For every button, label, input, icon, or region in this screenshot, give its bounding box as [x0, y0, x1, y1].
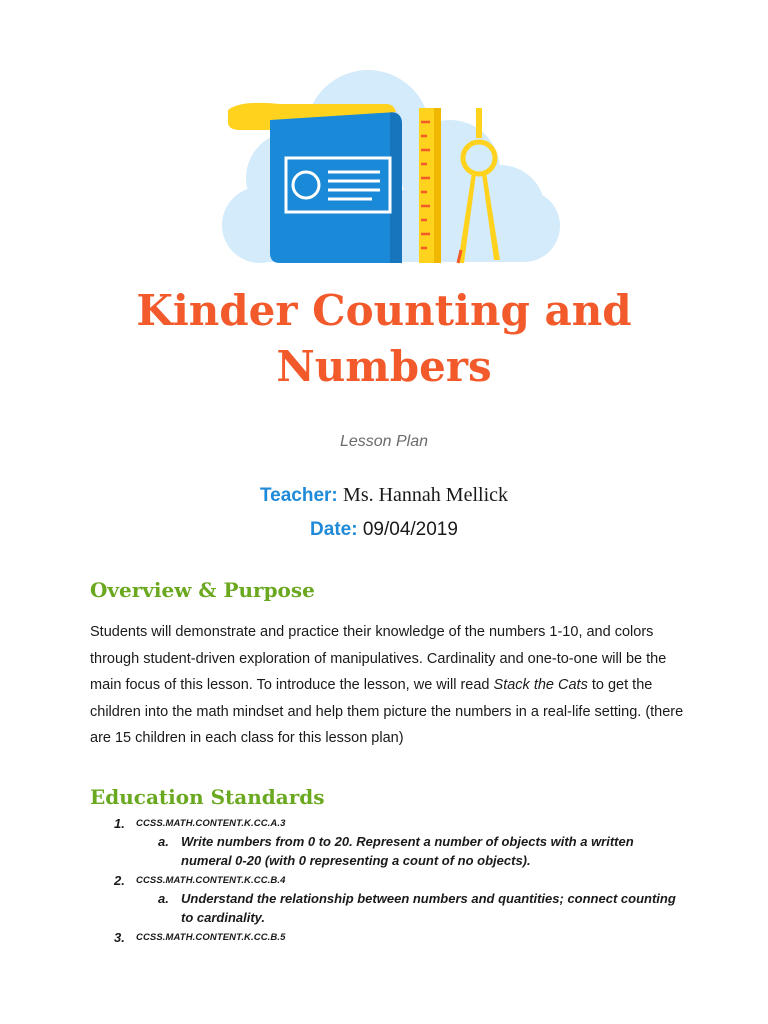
document-title: [0, 283, 768, 395]
standard-item: [90, 815, 690, 833]
standard-number: 1.: [114, 816, 125, 831]
date-value: 09/04/2019: [362, 519, 458, 540]
overview-text-after: to get the children into the math mindset and help them picture the numbers in a real-life setting. (there are 15 children in each class for this lesson plan): [90, 677, 684, 746]
subitem-text: Understand the relationship between numbers and quantities; connect counting to cardinality.: [181, 891, 676, 925]
overview-paragraph: [90, 619, 690, 752]
title-line-1: Kinder Counting and: [136, 286, 632, 335]
ruler-icon: [419, 108, 441, 263]
standard-item: [90, 872, 690, 890]
date-label: Date:: [310, 519, 358, 540]
standard-code: CCSS.MATH.CONTENT.K.CC.B.5: [136, 932, 286, 943]
teacher-label: Teacher:: [259, 485, 338, 506]
teacher-line: [0, 484, 768, 507]
standard-item: [90, 929, 690, 947]
book-title: Stack the Cats: [493, 677, 588, 693]
standards-list: [90, 815, 690, 947]
standards-heading: Education Standards: [90, 785, 325, 809]
standard-code: CCSS.MATH.CONTENT.K.CC.B.4: [136, 875, 286, 886]
standard-number: 3.: [114, 930, 125, 945]
standard-number: 2.: [114, 873, 125, 888]
teacher-value: Ms. Hannah Mellick: [343, 484, 509, 506]
date-line: [0, 519, 768, 541]
standard-subitem: [90, 833, 681, 870]
subitem-letter: a.: [158, 891, 169, 906]
document-subtitle: Lesson Plan: [339, 433, 429, 450]
overview-heading: Overview & Purpose: [90, 578, 315, 602]
standard-subitem: [90, 890, 681, 927]
standard-code: CCSS.MATH.CONTENT.K.CC.A.3: [136, 818, 286, 829]
overview-text-before: Students will demonstrate and practice their knowledge of the numbers 1-10, and colors through student-driven exploration of manipulatives. Cardinality and one-to-one will be the main focus of this lesson. To introduce the lesson, we will read: [90, 624, 667, 693]
subitem-letter: a.: [158, 834, 169, 849]
subitem-text: Write numbers from 0 to 20. Represent a number of objects with a written numeral 0-20 (with 0 representing a count of no objects).: [181, 834, 634, 868]
title-line-2: Numbers: [276, 342, 492, 391]
lesson-plan-illustration: [200, 60, 570, 275]
